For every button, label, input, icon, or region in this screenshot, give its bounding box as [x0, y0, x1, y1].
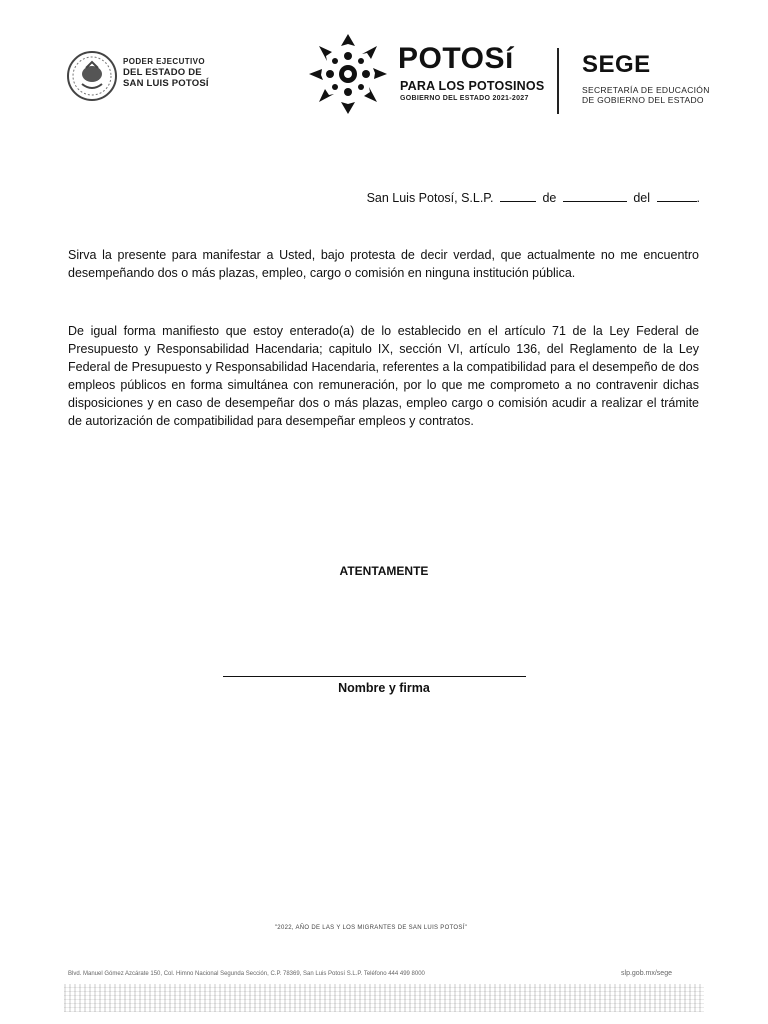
day-blank[interactable] — [500, 189, 536, 202]
dateline-place: San Luis Potosí, S.L.P. — [366, 191, 494, 205]
signature-label: Nombre y firma — [338, 681, 430, 695]
dateline-de: de — [542, 191, 557, 205]
footer-website: slp.gob.mx/sege — [621, 970, 672, 977]
agency-acronym: SEGE — [582, 51, 651, 78]
dateline: San Luis Potosí, S.L.P. de del . — [366, 191, 700, 205]
header-divider — [557, 48, 559, 114]
footer-address: Blvd. Manuel Gómez Azcárate 150, Col. Himno Nacional Segunda Sección, C.P. 78369, San Luis Potosí S.L.P. Teléfono 444 499 8000 — [68, 971, 425, 977]
executive-branch-label — [123, 56, 209, 89]
closing-salutation: ATENTAMENTE — [339, 564, 429, 578]
footer-motto: "2022, AÑO DE LAS Y LOS MIGRANTES DE SAN LUIS POTOSÍ" — [274, 925, 468, 931]
brand-title: POTOSí — [398, 42, 514, 75]
dateline-del: del — [633, 191, 651, 205]
potosi-emblem-logo — [307, 32, 389, 116]
org-line-2: DEL ESTADO DE — [123, 67, 202, 78]
month-blank[interactable] — [563, 189, 627, 202]
footer-decorative-band — [64, 984, 704, 1012]
agency-name-line-2: DE GOBIERNO DEL ESTADO — [582, 95, 704, 105]
agency-name — [582, 85, 710, 105]
signature-line[interactable] — [223, 676, 526, 677]
declaration-paragraph-2: De igual forma manifiesto que estoy enterado(a) de lo establecido en el artículo 71 de la Ley Federal de Presupuesto y Responsabilidad Hacendaria; capitulo IX, sección VI, artículo 136, del Reglamento de la Ley Federal de Presupuesto y Responsabilidad Hacendaria, referentes a la compatibilidad para el desempeño de dos empleos públicos en forma simultánea con remuneración, por lo que me comprometo a no contravenir dichas disposiciones y en caso de desempeñar dos o más plazas, empleo cargo o comisión acudir a realizar el trámite de autorización de compatibilidad para desempeñar empleos y contratos. — [68, 324, 699, 428]
agency-name-line-1: SECRETARÍA DE EDUCACIÓN — [582, 85, 710, 95]
org-line-1: PODER EJECUTIVO — [123, 57, 206, 66]
brand-government-period: GOBIERNO DEL ESTADO 2021-2027 — [400, 95, 529, 102]
brand-subtitle: PARA LOS POTOSINOS — [400, 79, 545, 93]
org-line-3: SAN LUIS POTOSÍ — [123, 78, 209, 89]
declaration-paragraph-1: Sirva la presente para manifestar a Usted, bajo protesta de decir verdad, que actualmente no me encuentro desempeñando dos o más plazas, empleo, cargo o comisión en ninguna institución pública. — [68, 248, 699, 280]
year-blank[interactable] — [657, 189, 697, 202]
state-seal-logo — [66, 50, 118, 102]
